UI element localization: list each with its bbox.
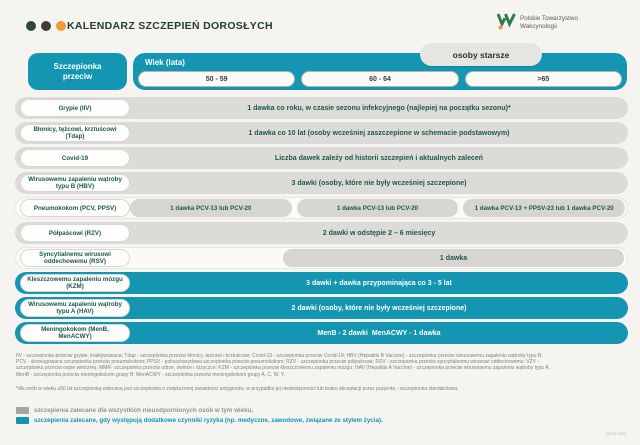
age-header-band: [133, 53, 627, 90]
logo-text: [520, 13, 578, 30]
row-label: [20, 124, 130, 142]
row-label-text: Pneumokokom (PCV, PPSV): [33, 204, 117, 212]
vaccination-table: [15, 97, 628, 344]
table-row-tbe: [15, 272, 628, 294]
row-label-text: Grypie (IIV): [58, 104, 92, 112]
row-label: [20, 224, 130, 242]
footnote-line: PCV - skoniugowana szczepionka przeciw pneumokokom; PPSV - polisacharydowa szczepionka przeciw pneumokokom; RZV - szczepionka przeciw półpaścowi; RSV - szczepionka przeciw syncytialnemu wirusowi oddechowemu; VZV -: [16, 359, 539, 366]
page-title: KALENDARZ SZCZEPIEŃ DOROSŁYCH: [67, 20, 273, 32]
row-label: [20, 99, 130, 117]
row-recommendation: 3 dawki + dawka przypominająca co 3 - 5 lat: [306, 279, 452, 287]
age-group-65-plus: >65: [465, 71, 622, 87]
legend-text: szczepienia zalecane dla wszystkich nieuodpornionych osób w tym wieku,: [34, 407, 254, 414]
row-label-text: Meningokokom (MenB, MenACWY): [41, 326, 109, 340]
age-axis-label: Wiek (lata): [145, 58, 185, 67]
row-label-text: Kleszczowemu zapaleniu mózgu (KZM): [27, 276, 123, 290]
row-label-text: Syncytialnemu wirusowi oddechowemu (RSV): [39, 251, 111, 265]
bullet-dot-green-icon: [26, 21, 36, 31]
row-label-text: Błonicy, tężcowi, krztuścowi (Tdap): [33, 126, 117, 140]
header-bar: [26, 20, 273, 32]
row-label-text: Wirusowemu zapaleniu wątroby typu B (HBV): [28, 176, 122, 190]
legend-swatch-teal-icon: [16, 417, 29, 424]
table-row-hav: [15, 297, 628, 319]
table-row-hbv: [15, 172, 628, 194]
vaccine-column-header-line1: Szczepionka: [53, 61, 102, 71]
row-recommendation: 1 dawka co roku, w czasie sezonu infekcyjnego (najlepiej na początku sezonu)*: [247, 104, 511, 112]
footnote-line: IIV - szczepionka przeciw grypie, inaktywowana; Tdap - szczepionka przeciw błonicy, tężcowi i krztuścowi; Covid-19 - szczepionka przeciw Covid-19; HBV (Hepatitis B Vaccine) - szczepionka przeciw wirusowemu zapaleniu wątroby typu B;: [16, 353, 543, 359]
table-row-pneumococcus: [15, 197, 628, 219]
row-recommendation: 3 dawki (osoby, które nie były wcześniej szczepione): [291, 179, 467, 187]
ptw-logo-icon: [497, 13, 516, 35]
table-row-zoster: [15, 222, 628, 244]
legend-item-recommended-all: [16, 407, 383, 414]
cell-age-65-plus: 1 dawka PCV-13 + PPSV-23 lub 1 dawka PCV-20: [463, 199, 625, 217]
table-row-rsv: [15, 247, 628, 269]
vaccine-column-header: [28, 53, 127, 90]
row-recommendation: Liczba dawek zależy od historii szczepień i aktualnych zaleceń: [274, 154, 484, 162]
row-recommendation: 2 dawki (osoby, które nie były wcześniej szczepione): [291, 304, 467, 312]
row-label: [20, 199, 130, 217]
row-label: [20, 299, 130, 317]
bullet-dot-orange-icon: [56, 21, 66, 31]
elderly-badge: osoby starsze: [420, 43, 542, 66]
age-group-60-64: 60 - 64: [301, 71, 458, 87]
logo-text-line2: Wakcynologii: [520, 22, 557, 30]
row-label: [20, 149, 130, 167]
vaccine-column-header-line2: przeciw: [62, 71, 93, 81]
footnote-line: szczepionka przeciw ospie wietrznej; MMR- szczepionka przeciw odrze, śwince i różyczce; KZM - szczepionka przeciw kleszczowemu zapaleniu mózgu; HAV (Hepatitis A Vaccine) - szczepionka przeciw wirusowemu zapaleniu wątroby typu A;: [16, 365, 550, 372]
table-row-meningococcus: [15, 322, 628, 344]
table-row-influenza: [15, 97, 628, 119]
row-recommendation: 1 dawka co 10 lat (osoby wcześniej zaszczepione w schemacie podstawowym): [248, 129, 510, 137]
row-label: [20, 174, 130, 192]
row-label-text: Covid-19: [61, 154, 89, 162]
row-recommendation: MenB - 2 dawki MenACWY - 1 dawka: [317, 329, 441, 337]
cell-age-60-64: 1 dawka PCV-13 lub PCV-20: [297, 199, 459, 217]
row-label: [20, 324, 130, 342]
row-label: [20, 249, 130, 267]
ptw-logo: [497, 13, 578, 35]
cell-age-50-59: 1 dawka PCV-13 lub PCV-20: [130, 199, 292, 217]
age-groups-row: [138, 71, 622, 87]
row-label-text: Wirusowemu zapaleniu wątroby typu A (HAV): [28, 301, 122, 315]
legend-text: szczepienia zalecane, gdy występują dodatkowe czynniki ryzyka (np. medyczne, zawodowe, związane ze stylem życia).: [34, 417, 383, 424]
table-row-tdap: [15, 122, 628, 144]
cell-age-60-plus: 1 dawka: [283, 249, 624, 267]
footnote-line: MenB - szczepionka przeciw meningokokom grupy B; MenACWY - szczepionka przeciw meningokokom grupy A, C, W, Y.: [16, 371, 286, 378]
row-recommendation: 2 dawki w odstępie 2 – 6 miesięcy: [322, 229, 436, 237]
table-row-covid19: [15, 147, 628, 169]
legend: [16, 407, 383, 427]
asterisk-footnote: *dla osób w wieku ≥50 lat szczepionką zalecaną jest szczepionka o zwiększonej zawartości antygenów, w przypadku jej niedostępności lub braku akceptacji przez pacjenta - szczepionka standardowa.: [16, 385, 459, 392]
row-label-text: Półpaścowi (RZV): [48, 229, 102, 237]
bullet-dot-gray-icon: [41, 21, 51, 31]
age-group-50-59: 50 - 59: [138, 71, 295, 87]
row-label: [20, 274, 130, 292]
abbreviations-footnote: [16, 353, 628, 392]
logo-text-line1: Polskie Towarzystwo: [520, 15, 578, 22]
version-stamp: 05.04.2024: [605, 431, 626, 436]
row-age-cells: [130, 199, 628, 217]
legend-item-recommended-risk: [16, 417, 383, 424]
legend-swatch-gray-icon: [16, 407, 29, 414]
